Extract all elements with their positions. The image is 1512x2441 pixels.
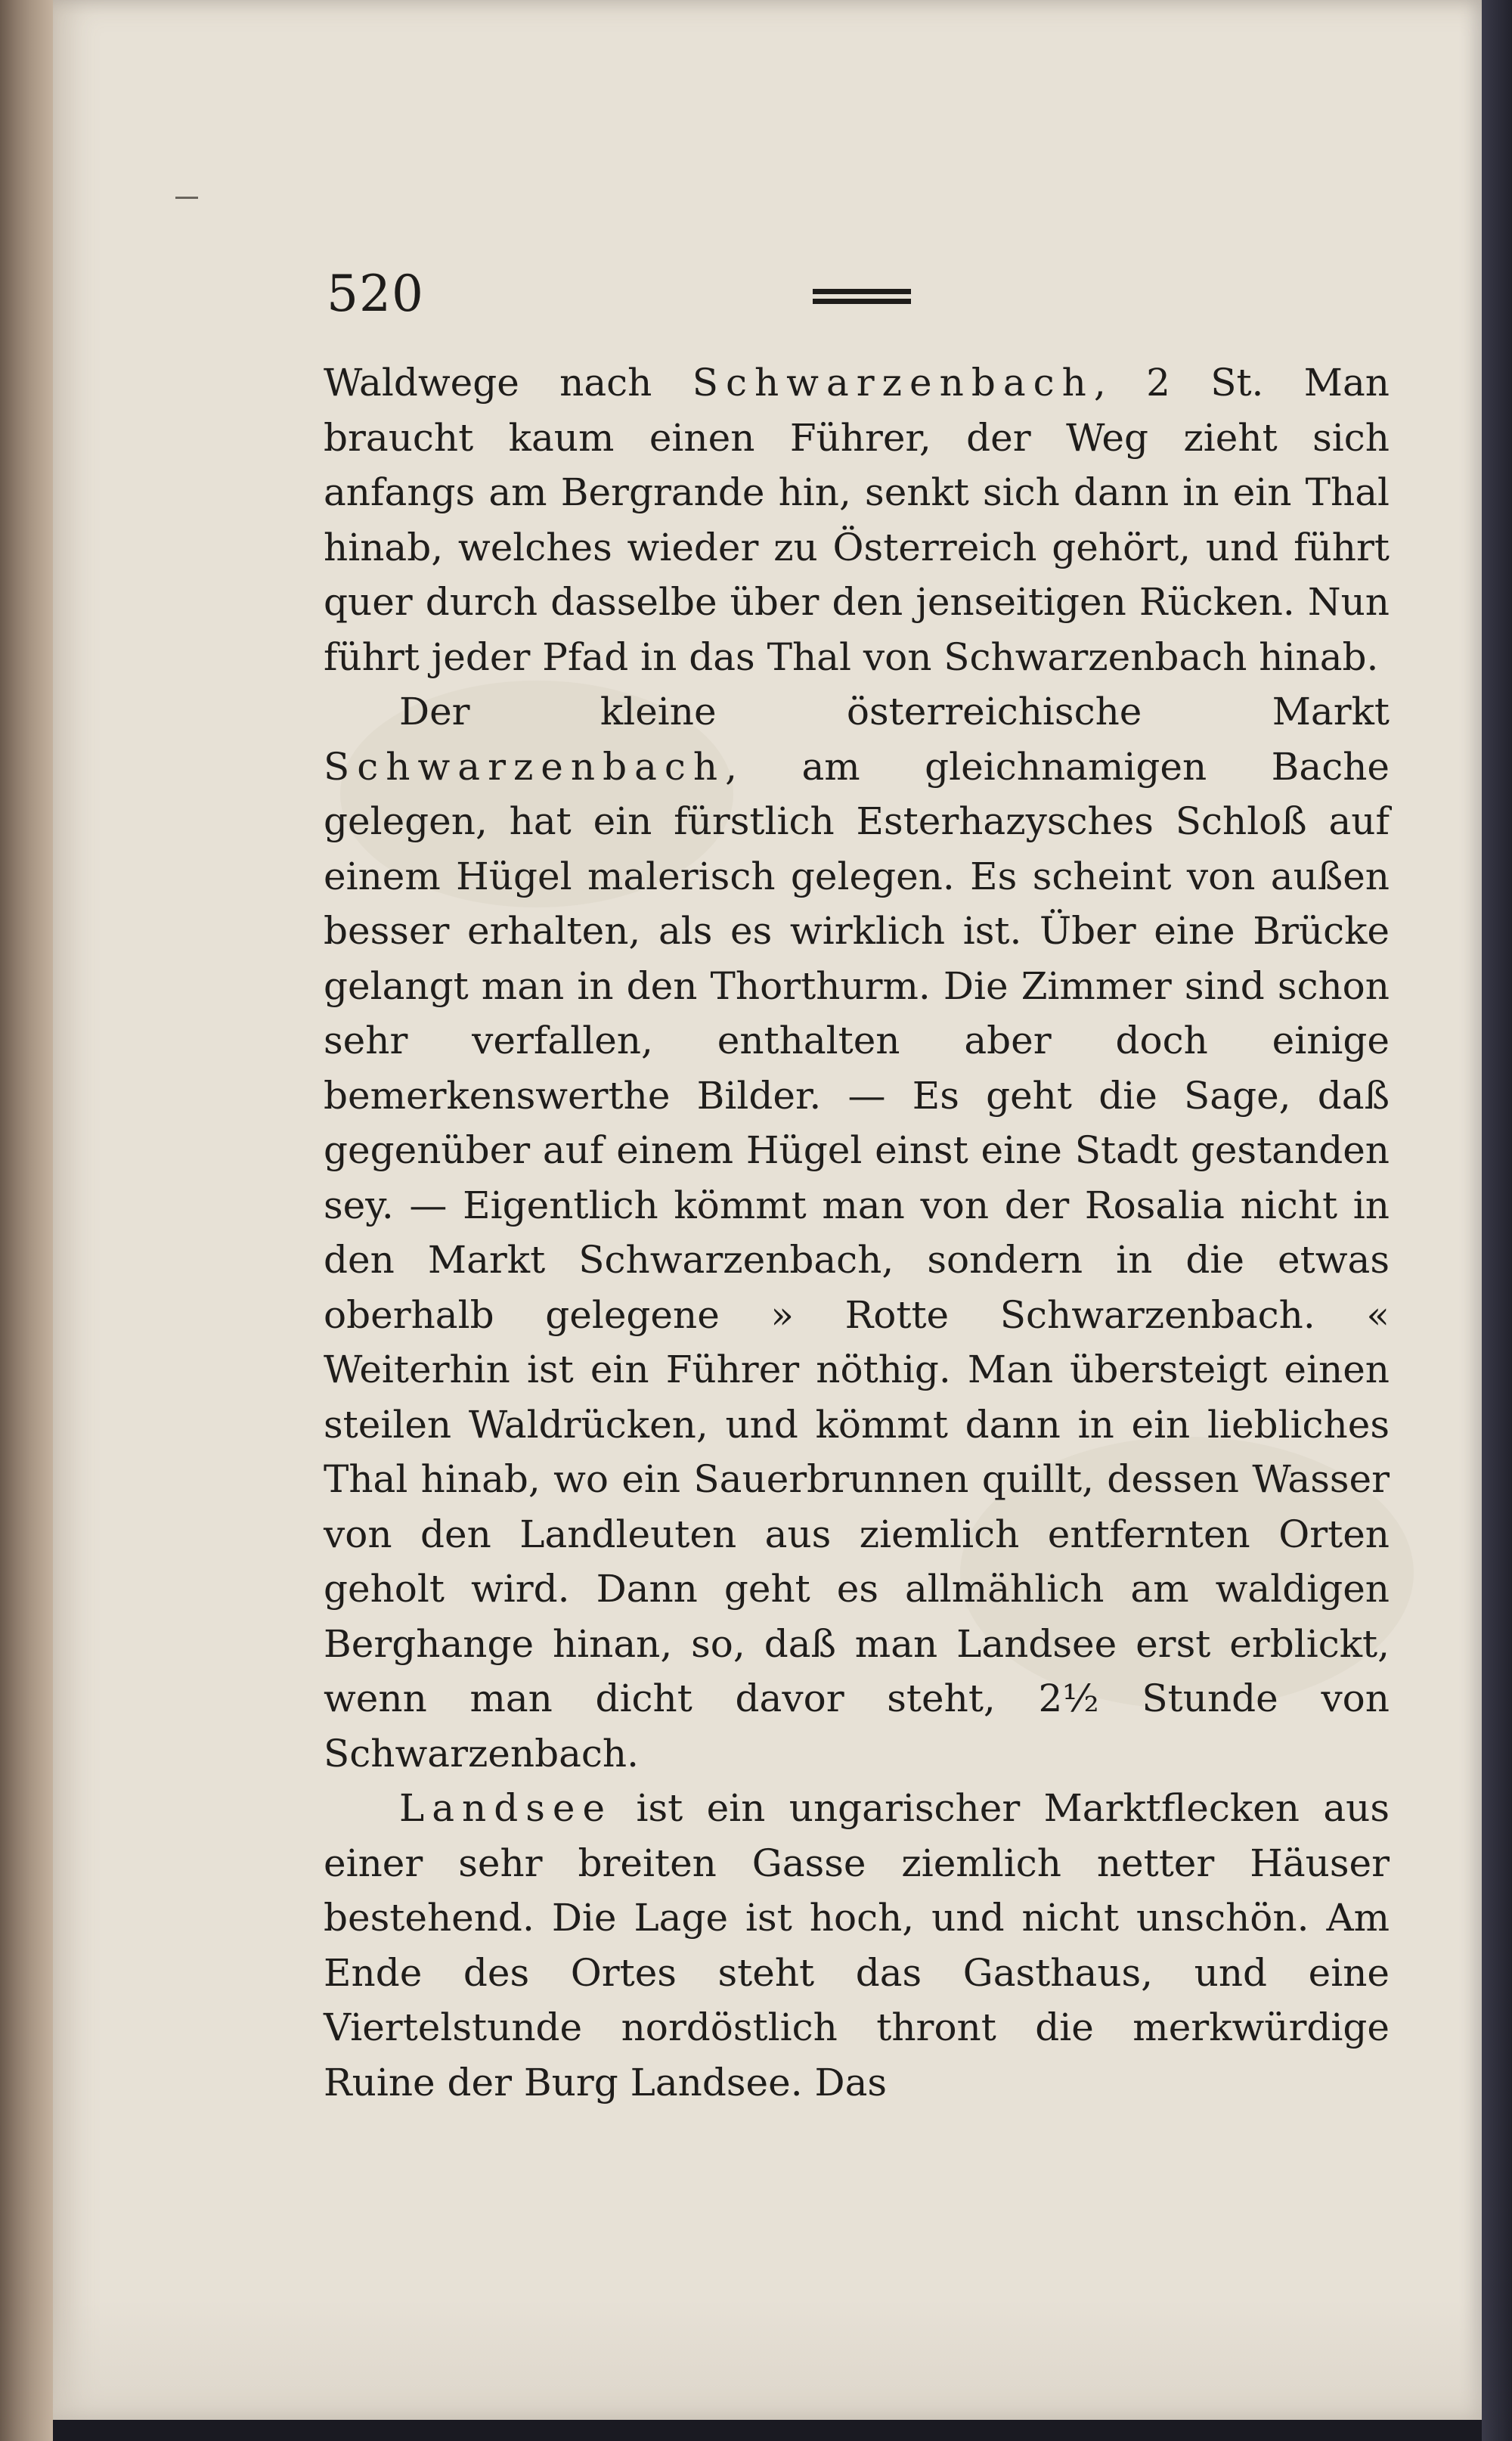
text-run: Der kleine österreichische Markt: [399, 690, 1390, 734]
body-text: [324, 355, 1390, 2110]
paragraph: [324, 1781, 1390, 2110]
spaced-place-name: Schwarzenbach: [324, 744, 726, 789]
text-run: , 2 St. Man braucht kaum einen Führer, der Weg zieht sich anfangs am Bergrande hin, senkt sich dann in ein Thal hinab, welches wieder zu Österreich gehört, und führt quer durch dasselbe über den jenseitigen Rücken. Nun führt jeder Pfad in das Thal von Schwarzenbach hinab.: [324, 361, 1390, 679]
text-run: ist ein ungarischer Marktflecken aus einer sehr breiten Gasse ziemlich netter Häuser bestehend. Die Lage ist hoch, und nicht unschön. Am Ende des Ortes steht das Gasthaus, und eine Viertelstunde nordöstlich thront die merkwürdige Ruine der Burg Landsee. Das: [324, 1786, 1390, 2104]
book-cover-edge: [1482, 0, 1512, 2441]
page-number: 520: [327, 265, 424, 323]
header-rule-line: [813, 299, 911, 304]
header-rule-line: [813, 289, 911, 294]
spaced-place-name: Landsee: [399, 1786, 613, 1830]
book-page-edges: [0, 0, 53, 2441]
text-run: Waldwege nach: [324, 361, 692, 405]
spaced-place-name: Schwarzenbach: [692, 361, 1094, 405]
text-run: , am gleichnamigen Bache gelegen, hat ein fürstlich Esterhazysches Schloß auf einem Hügel malerisch gelegen. Es scheint von außen besser erhalten, als es wirklich ist. Über eine Brücke gelangt man in den Thorthurm. Die Zimmer sind schon sehr verfallen, enthalten aber doch einige bemerkenswerthe Bilder. — Es geht die Sage, daß gegenüber auf einem Hügel einst eine Stadt gestanden sey. — Eigentlich kömmt man von der Rosalia nicht in den Markt Schwarzenbach, sondern in die etwas oberhalb gelegene » Rotte Schwarzenbach. « Weiterhin ist ein Führer nöthig. Man übersteigt einen steilen Waldrücken, und kömmt dann in ein liebliches Thal hinab, wo ein Sauerbrunnen quillt, dessen Wasser von den Landleuten aus ziemlich entfernten Orten geholt wird. Dann geht es allmählich am waldigen Berghange hinan, so, daß man Landsee erst erblickt, wenn man dicht davor steht, 2½ Stunde von Schwarzenbach.: [324, 744, 1390, 1776]
paragraph: [324, 355, 1390, 684]
header-rule: [813, 289, 911, 309]
paragraph: [324, 684, 1390, 1781]
margin-mark: [175, 197, 198, 199]
